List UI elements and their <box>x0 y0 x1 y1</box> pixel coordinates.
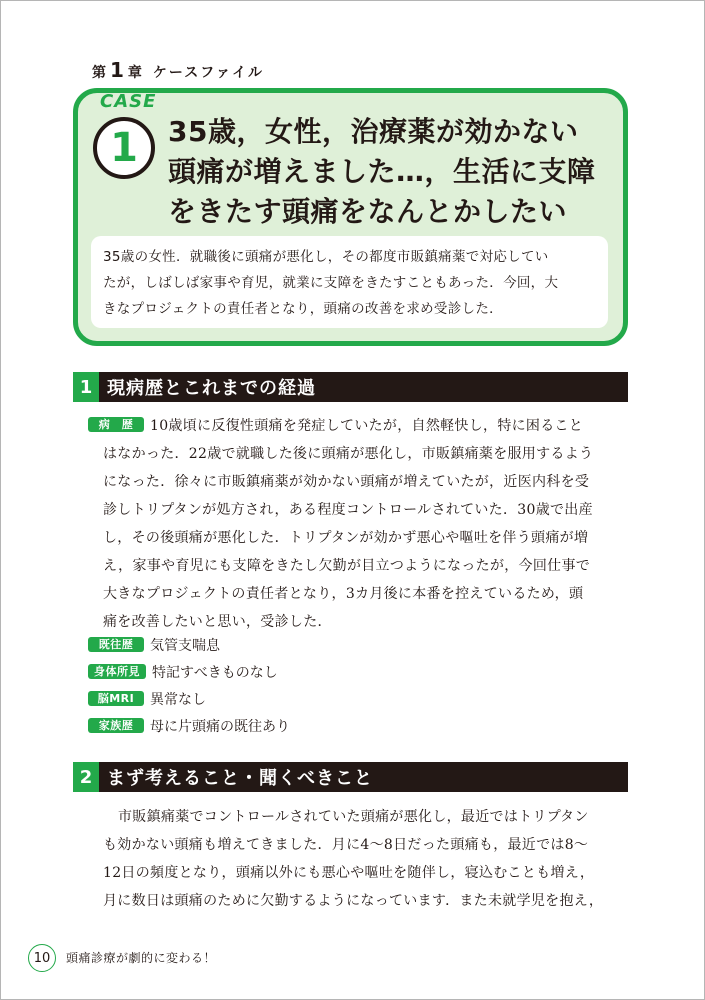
brain-mri-row <box>88 688 206 712</box>
case-label: CASE <box>100 91 157 112</box>
physical-findings-text: 特記すべきものなし <box>152 665 278 681</box>
chapter-title: ケースファイル <box>152 65 264 81</box>
body-line: 市販鎮痛薬でコントロールされていた頭痛が悪化し，最近ではトリプタン <box>118 809 589 825</box>
history-first-line <box>88 412 583 440</box>
case-title-line: 頭痛が増えました…，生活に支障 <box>168 155 596 188</box>
past-history-row <box>88 634 220 658</box>
history-line: え，家事や育児にも支障をきたし欠勤が目立つようになったが，今回仕事で <box>103 558 591 574</box>
chapter-suffix: 章 <box>127 65 143 81</box>
case-number: 1 <box>110 125 138 171</box>
family-history-row <box>88 715 290 739</box>
page-number: 10 <box>33 950 51 966</box>
section-number: 1 <box>73 372 99 402</box>
case-title-line: をきたす頭痛をなんとかしたい <box>168 195 568 228</box>
family-history-badge: 家族歴 <box>88 718 144 733</box>
chapter-header <box>92 58 264 82</box>
history-line: 10歳頃に反復性頭痛を発症していたが，自然軽快し，特に困ること <box>150 418 584 434</box>
case-title-line: 35歳，女性，治療薬が効かない <box>168 115 579 148</box>
section-title: 現病歴とこれまでの経過 <box>107 378 316 399</box>
section-title: まず考えること・聞くべきこと <box>107 768 373 789</box>
brain-mri-text: 異常なし <box>150 692 206 708</box>
family-history-text: 母に片頭痛の既往あり <box>150 719 290 735</box>
case-number-circle <box>93 117 155 179</box>
section-header-2 <box>73 762 628 792</box>
body-line: 月に数日は頭痛のために欠勤するようになっています．また未就学児を抱え， <box>103 893 604 909</box>
history-line: になった．徐々に市販鎮痛薬が効かない頭痛が増えていたが，近医内科を受 <box>103 474 590 490</box>
past-history-text: 気管支喘息 <box>150 638 220 654</box>
case-summary <box>91 236 608 328</box>
past-history-badge: 既往歴 <box>88 637 144 652</box>
history-line: 痛を改善したいと思い，受診した． <box>103 614 332 630</box>
section-number: 2 <box>73 762 99 792</box>
section-header-1 <box>73 372 628 402</box>
chapter-prefix: 第 <box>92 65 107 81</box>
history-badge: 病 歴 <box>88 417 144 432</box>
book-title: 頭痛診療が劇的に変わる！ <box>66 951 217 965</box>
page-number-circle <box>28 944 56 972</box>
physical-findings-badge: 身体所見 <box>88 664 146 679</box>
history-line: 大きなプロジェクトの責任者となり，3カ月後に本番を控えているため，頭 <box>103 586 584 602</box>
case-title <box>168 112 623 232</box>
physical-findings-row <box>88 661 278 685</box>
brain-mri-badge: 脳MRI <box>88 691 144 706</box>
chapter-number: 1 <box>110 58 125 82</box>
body-line: も効かない頭痛も増えてきました．月に4～8日だった頭痛も，最近では8～ <box>103 837 589 853</box>
case-summary-line: たが，しばしば家事や育児，就業に支障をきたすこともあった．今回，大 <box>103 275 559 291</box>
history-line: し，その後頭痛が悪化した．トリプタンが効かず悪心や嘔吐を伴う頭痛が増 <box>103 530 589 546</box>
body-line: 12日の頻度となり，頭痛以外にも悪心や嘔吐を随伴し，寝込むことも増え， <box>103 865 595 881</box>
case-summary-line: きなプロジェクトの責任者となり，頭痛の改善を求め受診した． <box>103 301 503 317</box>
history-line: 診しトリプタンが処方され，ある程度コントロールされていた．30歳で出産 <box>103 502 593 518</box>
case-summary-line: 35歳の女性．就職後に頭痛が悪化し，その都度市販鎮痛薬で対応してい <box>103 249 549 265</box>
history-line: はなかった．22歳で就職した後に頭痛が悪化し，市販鎮痛薬を服用するよう <box>103 446 594 462</box>
